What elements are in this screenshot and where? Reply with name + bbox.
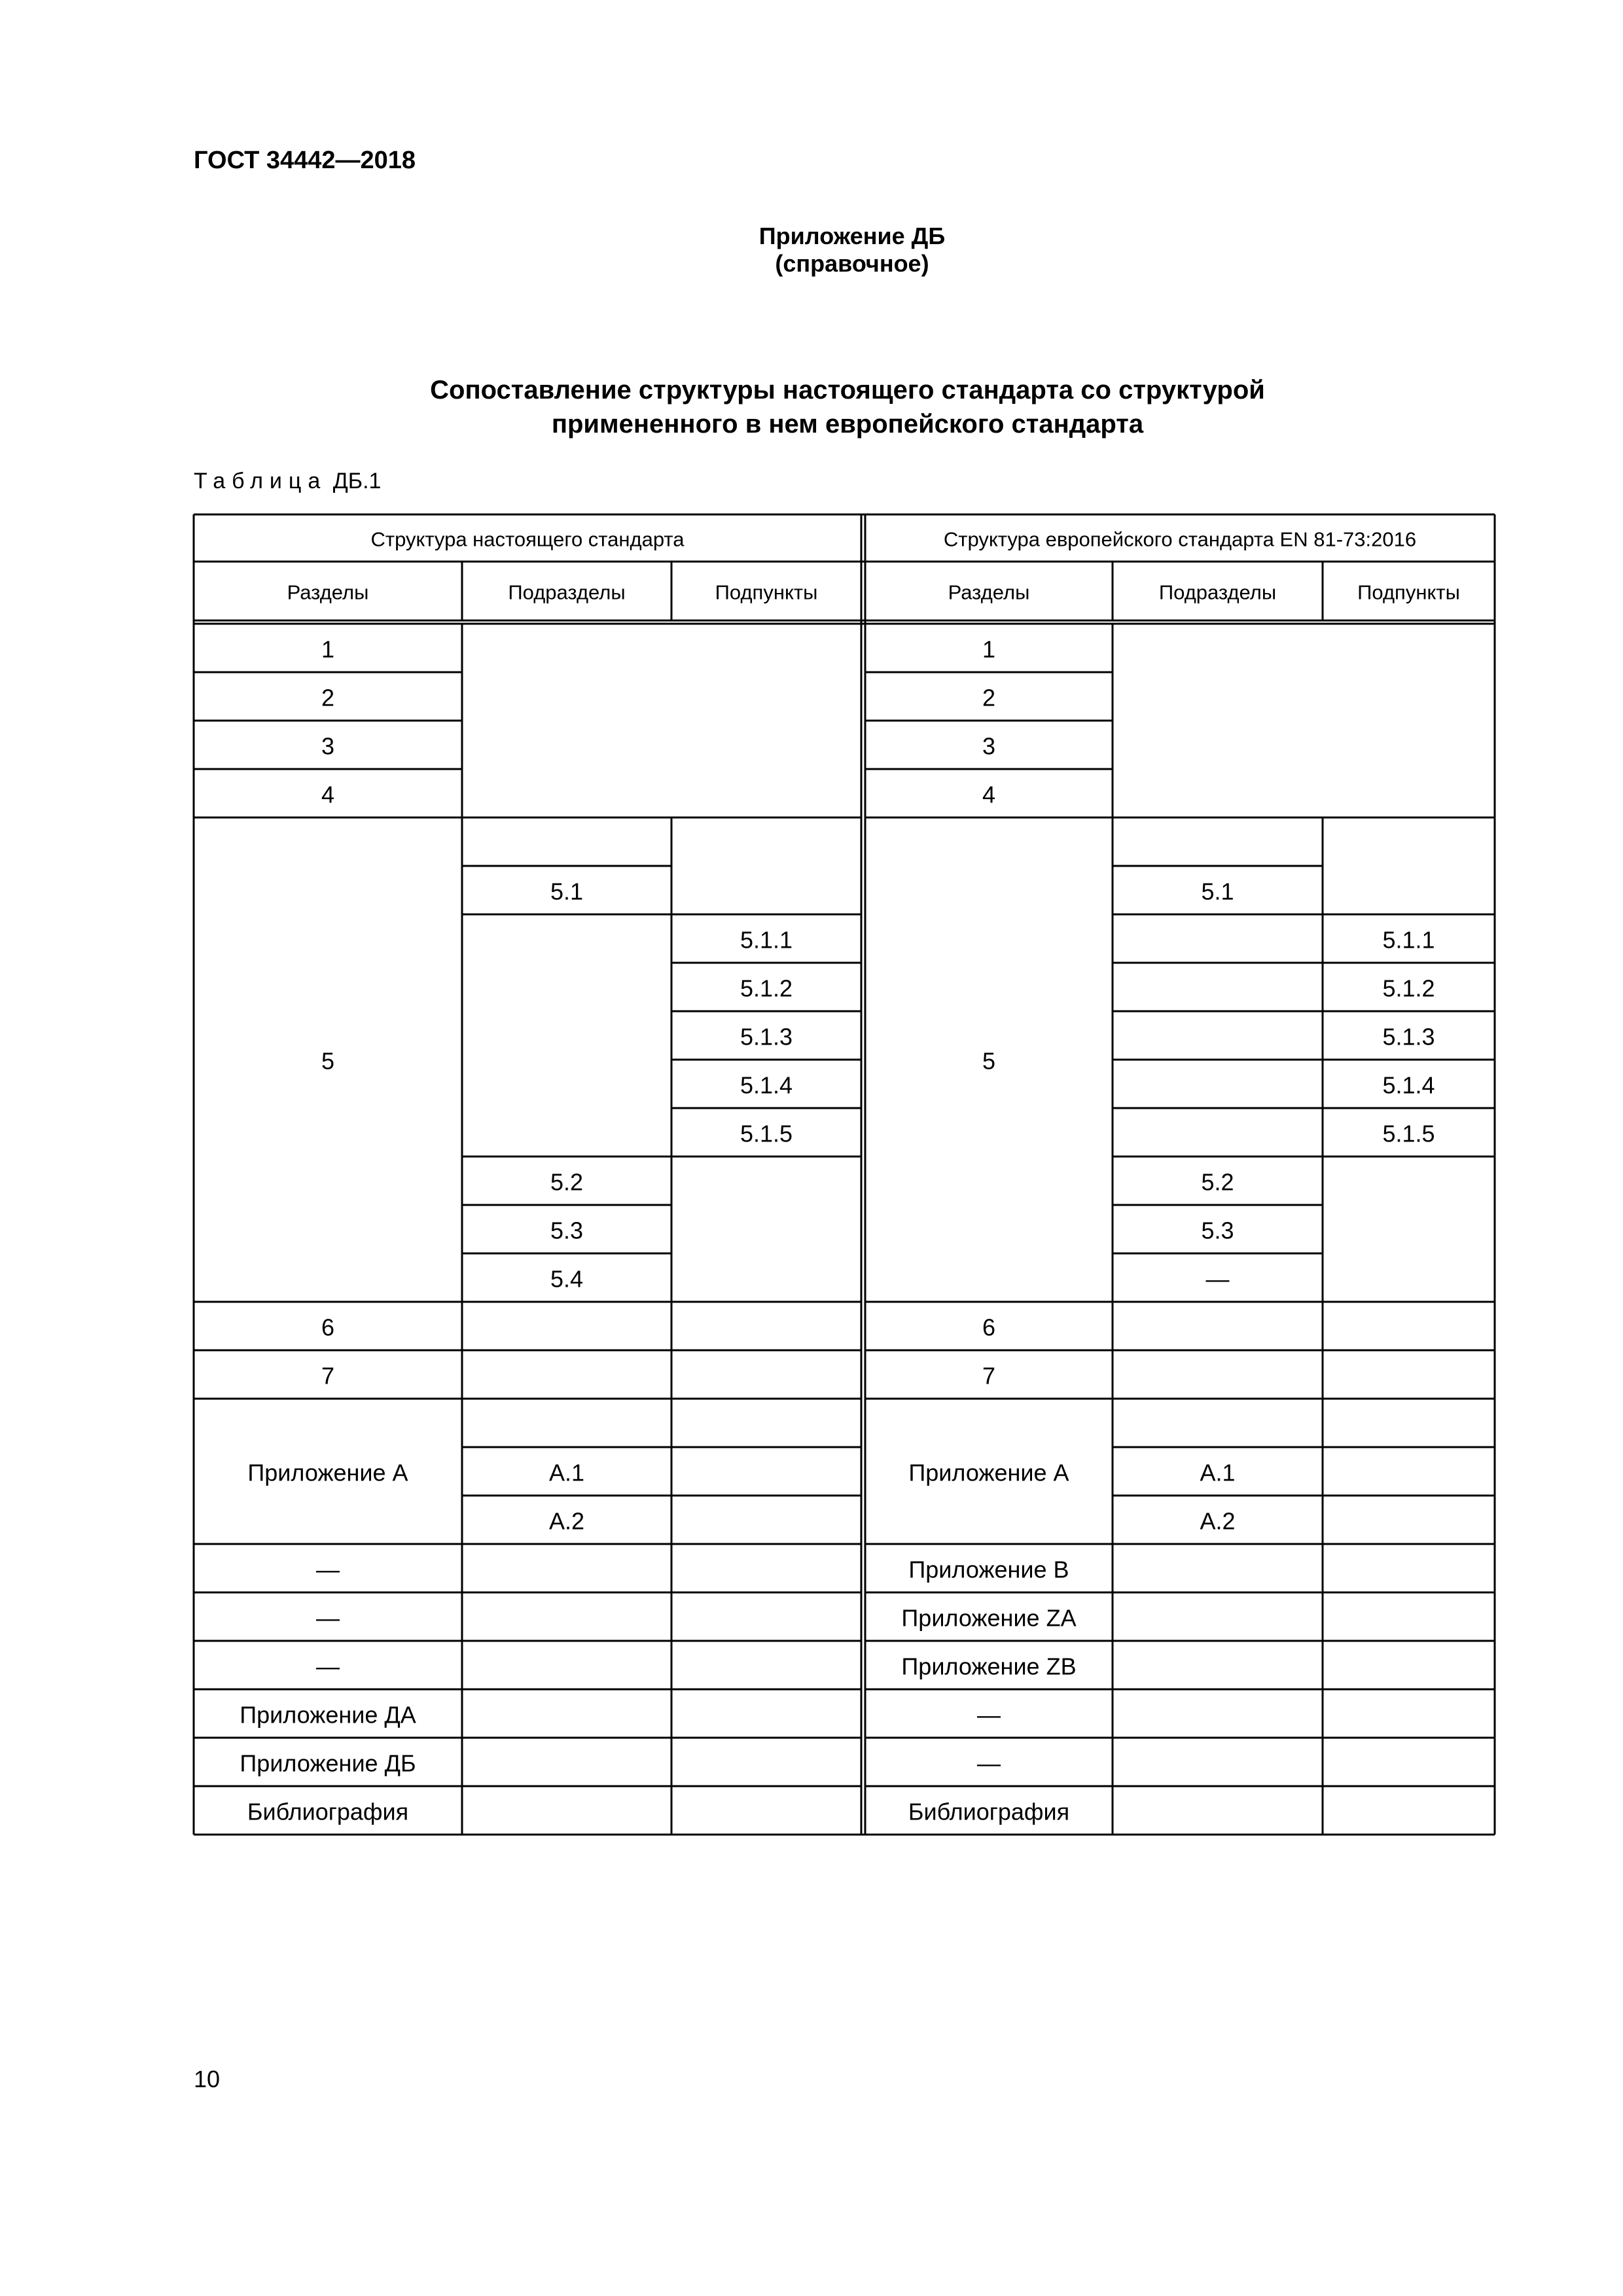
table-cell-text: 5 xyxy=(321,1047,335,1075)
table-cell-text: 3 xyxy=(321,732,335,760)
table-cell-text: 7 xyxy=(321,1362,335,1390)
col-header-subsections-right: Подразделы xyxy=(1158,581,1277,604)
table-cell-text: 5.1.4 xyxy=(1382,1071,1435,1099)
group-header-left: Структура настоящего стандарта xyxy=(370,528,685,551)
table-cell-text: 5.1.5 xyxy=(740,1120,793,1147)
table-cell-text: 5.1.5 xyxy=(1382,1120,1435,1147)
table-cell-text: 5.2 xyxy=(550,1168,584,1196)
table-cell-text: Приложение ДА xyxy=(240,1701,416,1729)
col-header-items-right: Подпункты xyxy=(1357,581,1460,604)
table-cell-text: А.2 xyxy=(548,1507,585,1535)
table-cell-text: 5.1.3 xyxy=(740,1023,793,1050)
annex-name: Приложение ДБ xyxy=(758,223,946,249)
col-header-subsections-left: Подразделы xyxy=(508,581,626,604)
table-cell-text: 7 xyxy=(982,1362,996,1390)
table-cell-text: — xyxy=(316,1653,340,1680)
table-cell-text: 6 xyxy=(321,1314,335,1341)
table-cell-text: — xyxy=(316,1604,340,1632)
table-cell-text: 5.2 xyxy=(1201,1168,1234,1196)
table-cell-text: 5.1 xyxy=(1201,878,1234,905)
table-label-word: Таблица xyxy=(194,469,327,493)
table-cell-text: 4 xyxy=(321,781,335,808)
table-cell-text: 2 xyxy=(321,684,335,711)
table-cell-text: — xyxy=(1205,1265,1230,1293)
table-cell-text: 2 xyxy=(982,684,996,711)
table-cell-text: 5.1.2 xyxy=(1382,975,1435,1002)
table-cell-text: 1 xyxy=(321,636,335,663)
table-cell-text: 6 xyxy=(982,1314,996,1341)
table-cell-text: 5.4 xyxy=(550,1265,584,1293)
col-header-sections-right: Разделы xyxy=(948,581,1030,604)
group-header-right: Структура европейского стандарта EN 81-73:2016 xyxy=(943,528,1417,551)
table-cell-text: 5.1.3 xyxy=(1382,1023,1435,1050)
table-cell-text: Приложение ZB xyxy=(901,1653,1077,1680)
table-cell-text: 5.3 xyxy=(550,1217,584,1244)
table-cell-text: 1 xyxy=(982,636,996,663)
document-code: ГОСТ 34442—2018 xyxy=(194,147,416,174)
heading-line-1: Сопоставление структуры настоящего стандарта со структурой xyxy=(430,376,1265,404)
table-cell-text: — xyxy=(316,1556,340,1583)
table-cell-text: — xyxy=(977,1749,1001,1777)
table-cell-text: Библиография xyxy=(908,1798,1070,1825)
annex-status: (справочное) xyxy=(775,250,929,277)
page-number: 10 xyxy=(194,2066,221,2092)
table-cell-text: 3 xyxy=(982,732,996,760)
table-cell-text: Приложение ДБ xyxy=(240,1749,416,1777)
table-cell-text: 5.1.2 xyxy=(740,975,793,1002)
table-cell-text: А.1 xyxy=(1200,1459,1236,1486)
table-cell-text: — xyxy=(977,1701,1001,1729)
table-cell-text: 4 xyxy=(982,781,996,808)
table-label-number: ДБ.1 xyxy=(332,469,382,493)
table-cell-text: 5 xyxy=(982,1047,996,1075)
table-cell-text: 5.1.4 xyxy=(740,1071,793,1099)
table-cell-text: Приложение В xyxy=(908,1556,1069,1583)
table-cell-text: 5.1 xyxy=(550,878,584,905)
col-header-sections-left: Разделы xyxy=(287,581,369,604)
table-cell-text: 5.1.1 xyxy=(1382,926,1435,954)
heading-line-2: примененного в нем европейского стандарта xyxy=(551,410,1144,439)
col-header-items-left: Подпункты xyxy=(715,581,818,604)
table-cell-text: Приложение А xyxy=(247,1459,408,1486)
table-cell-text: 5.1.1 xyxy=(740,926,793,954)
table-cell-text: Приложение А xyxy=(908,1459,1069,1486)
table-cell-text: А.2 xyxy=(1200,1507,1236,1535)
table-cell-text: А.1 xyxy=(548,1459,585,1486)
table-cell-text: 5.3 xyxy=(1201,1217,1234,1244)
table-cell-text: Приложение ZA xyxy=(901,1604,1077,1632)
table-cell-text: Библиография xyxy=(247,1798,409,1825)
